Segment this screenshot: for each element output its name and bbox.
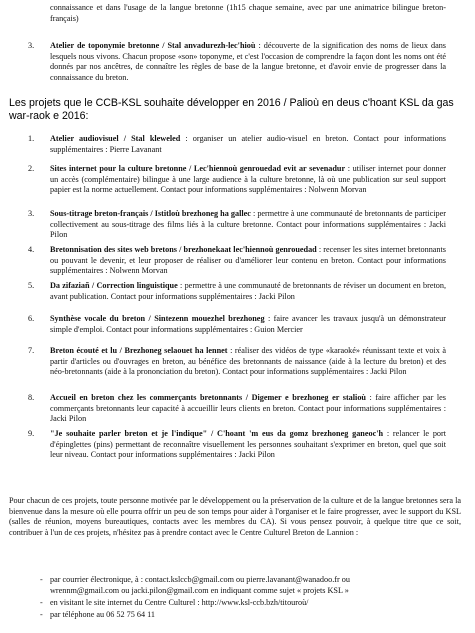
- contact-website: [40, 598, 460, 609]
- item-text: : faire avancer les travaux jusqu'à un démonstrateur simple d'emploi. Contact pour informations supplémentaires : Guion Mercier: [50, 314, 446, 334]
- intro-item-3: [28, 41, 446, 83]
- contact-email-text: par courrier électronique, à : contact.kslccb@gmail.com ou pierre.lavanant@wanadoo.fr ou: [50, 575, 350, 584]
- list-dash: -: [40, 598, 43, 607]
- item-title: Synthèse vocale du breton / Sintezenn mouezhel brezhoneg: [50, 314, 265, 323]
- item-number: 2.: [28, 164, 35, 173]
- list-dash: -: [40, 610, 43, 619]
- item-title: Bretonnisation des sites web bretons / brezhonekaat lec'hiennoù genrouedad: [50, 245, 317, 254]
- item-number: 4.: [28, 245, 35, 254]
- item-number: 9.: [28, 429, 35, 438]
- item-title: Sous-titrage breton-français / Istitloù brezhoneg ha gallec: [50, 209, 251, 218]
- project-item-7: [28, 346, 446, 378]
- item-text: : utiliser internet pour donner un accès (complémentaire) bilingue à une large audience à la culture bretonne, là où une publication sur seul support papier est la norme actuellement. Contact pour informations supplémentaires : Nolwenn Morvan: [50, 164, 446, 195]
- item-title: Da zifaziañ / Correction linguistique: [50, 281, 178, 290]
- project-item-6: [28, 314, 446, 335]
- contact-phone: [40, 610, 460, 621]
- contact-email: [40, 575, 460, 586]
- item-title: Accueil en breton chez les commerçants bretonnants / Digemer e brezhoneg er stalioù: [50, 393, 366, 402]
- item-number: 7.: [28, 346, 35, 355]
- project-item-3: [28, 209, 446, 241]
- project-item-5: [28, 281, 446, 302]
- contact-email-continued: [40, 586, 460, 597]
- project-item-1: [28, 134, 446, 155]
- project-item-2: [28, 164, 446, 196]
- item-title: "Je souhaite parler breton et je l'indique" / C'hoant 'm eus da gomz brezhoneg ganeoc'h: [50, 429, 384, 438]
- project-item-9: [28, 429, 447, 461]
- project-item-8: [28, 393, 446, 425]
- item-number: 3.: [28, 41, 35, 50]
- item-text: : réaliser des vidéos de type «karaoké» réunissant texte et voix à partir d'articles ou d'ouvrages en breton, au bénéfice des bretonnants de naissance (aide à la lecture du breton) et des néo-bretonnants (aide à la prononciation du breton). Contact pour informations supplémentaires : Jacki Pilon: [50, 346, 446, 377]
- contact-website-text: en visitant le site internet du Centre Culturel : http://www.ksl-ccb.bzh/titouroù/: [50, 598, 309, 607]
- item-text: : faire afficher par les commerçants bretonnants leur capacité à accueillir leurs clients en breton. Contact pour informations supplémentaires : Jacki Pilon: [50, 393, 446, 424]
- closing-paragraph: Pour chacun de ces projets, toute personne motivée par le développement ou la préservation de la culture et de la langue bretonnes sera la bienvenue dans la mesure où elle pourra offrir un peu de son temps pour aider à l'organiser et le faire progresser, avec le support du KSL (salles de réunion, moyens bureautiques, contacts avec les membres du CA). Si vous pensez pouvoir, à quelque titre que ce soit, contribuer à l'un de ces projets, n'hésitez pas à prendre contact avec le Centre Culturel Breton de Lannion :: [9, 496, 461, 537]
- previous-item-continuation: connaissance et dans l'usage de la langue bretonne (1h15 chaque semaine, avec par une animatrice bilingue breton-français): [50, 3, 446, 23]
- item-text: : permettre à une communauté de bretonnants de réviser un document en breton, avant publication. Contact pour informations supplémentaires : Jacki Pilon: [50, 281, 446, 301]
- item-number: 3.: [28, 209, 35, 218]
- section-heading: Les projets que le CCB-KSL souhaite développer en 2016 / Palioù en deus c'hoant KSL da gas war-raok e 2016:: [9, 97, 454, 122]
- item-number: 5.: [28, 281, 35, 290]
- project-item-4: [28, 245, 446, 277]
- item-title: Atelier audiovisuel / Stal kleweled: [50, 134, 181, 143]
- item-number: 6.: [28, 314, 35, 323]
- item-text: : découverte de la signification des noms de lieux dans lesquels nous vivons. Chacun propose «son» toponyme, et c'est l'occasion de comprendre la façon dont les noms ont été donnés par nos ancêtres, de connaître les règles de base de la langue bretonne, et d'avoir envie de progresser dans la connaissance du breton.: [50, 41, 446, 82]
- item-text: : organiser un atelier audio-visuel en breton. Contact pour informations supplémentaires : Pierre Lavanant: [50, 134, 446, 154]
- item-text: : relancer le port d'épinglettes (pins) permettant de reconnaître visuellement les personnes souhaitant s'exprimer en breton, quel que soit leur niveau. Contact pour informations supplémentaires : Jacki Pilon: [50, 429, 447, 460]
- item-title: Atelier de toponymie bretonne / Stal anvadurezh-lec'hioù: [50, 41, 256, 50]
- item-text: : permettre à une communauté de bretonnants de participer collectivement au sous-titrage des films liés à la culture bretonne. Contact pour informations supplémentaires : Jacki Pilon: [50, 209, 446, 240]
- item-number: 8.: [28, 393, 35, 402]
- item-title: Breton écouté et lu / Brezhoneg selaouet ha lennet: [50, 346, 228, 355]
- contact-phone-text: par téléphone au 06 52 75 64 11: [50, 610, 155, 619]
- item-title: Sites internet pour la culture bretonne / Lec'hiennoù genrouedad evit ar sevenadur: [50, 164, 346, 173]
- contact-email-text-2: wrennm@gmail.com ou jacki.pilon@gmail.com en indiquant comme sujet « projets KSL »: [50, 586, 349, 595]
- item-number: 1.: [28, 134, 35, 143]
- list-dash: -: [40, 575, 43, 584]
- item-text: : recenser les sites internet bretonnants ou pouvant le devenir, et leur proposer de réaliser ou d'améliorer leur contenu en breton. Contact pour informations supplémentaires : Nolwenn Morvan: [50, 245, 446, 276]
